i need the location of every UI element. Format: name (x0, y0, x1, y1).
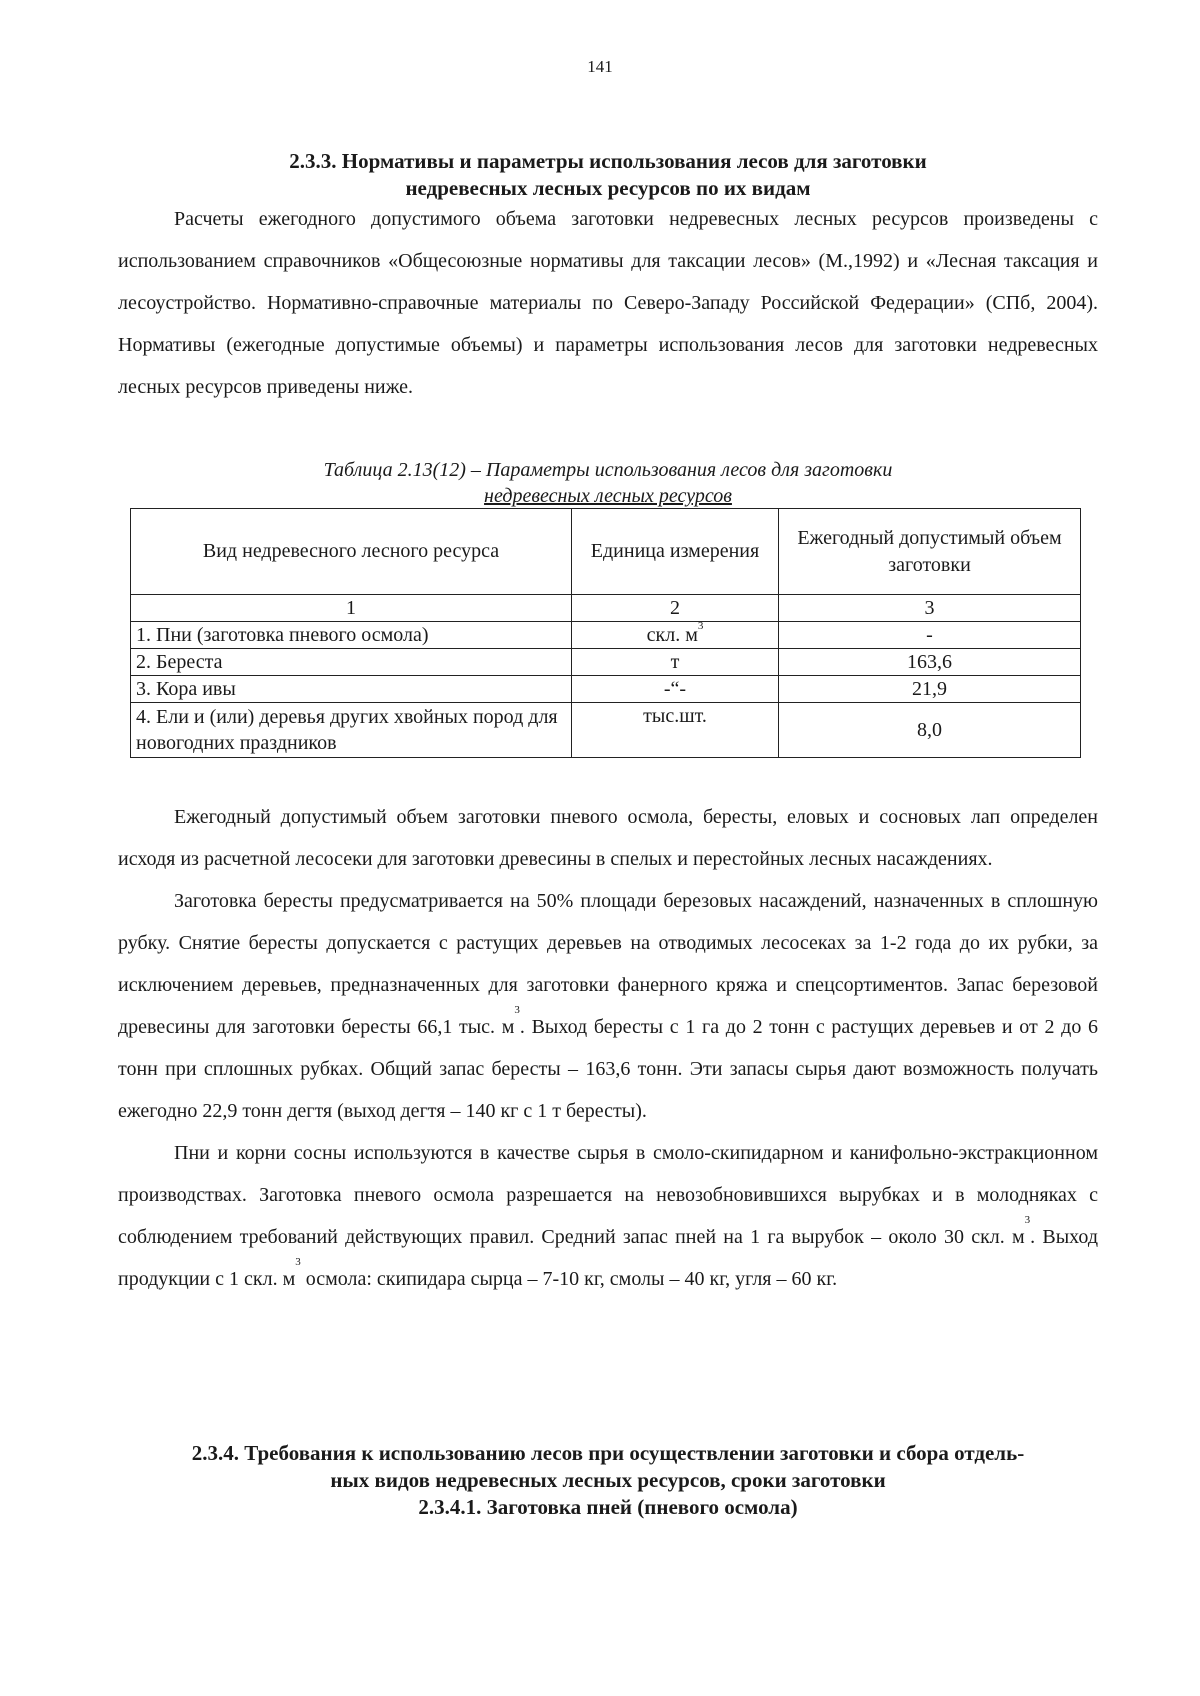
superscript: 3 (295, 1256, 301, 1268)
paragraph-text: Заготовка бересты предусматривается на 50% площади березовых насаждений, назначенных в сплошную рубку. Снятие бересты допускается с растущих деревьев на отводимых лесосеках за 1-2 года до их рубки, за исключением деревьев, предназначенных для заготовки фанерного кряжа и спецсортиментов. Запас березовой древесины для заготовки бересты 66,1 тыс. м (118, 890, 1098, 1038)
section-heading-2-3-4 (118, 1440, 1098, 1494)
resource-cell: 1. Пни (заготовка пневого осмола) (131, 622, 572, 649)
resources-table (130, 508, 1081, 758)
paragraph-text: . Выход продукции с 1 скл. м (118, 1226, 1098, 1290)
volume-cell: - (779, 622, 1081, 649)
paragraph-text: Пни и корни сосны используются в качестве сырья в смоло-скипидарном и канифольно-экстракционном производствах. Заготовка пневого осмола разрешается на невозобновившихся вырубках и в молодняках с соблюдением требований действующих правил. Средний запас пней на 1 га вырубок – около 30 скл. м (118, 1142, 1098, 1248)
table-row (131, 622, 1081, 649)
resource-cell: 4. Ели и (или) деревья других хвойных пород для новогодних праздников (131, 703, 572, 758)
superscript: 3 (514, 1004, 520, 1016)
body-paragraphs (118, 796, 1098, 1300)
table-caption (118, 457, 1098, 509)
column-number-row (131, 595, 1081, 622)
table-header-row (131, 509, 1081, 595)
paragraph-beresta (118, 880, 1098, 1132)
section-heading-line: 2.3.3. Нормативы и параметры использования лесов для заготовки (289, 149, 927, 173)
table-row (131, 703, 1081, 758)
column-header: Ежегодный допустимый объем заготовки (779, 509, 1081, 595)
intro-paragraph: Расчеты ежегодного допустимого объема заготовки недревесных лесных ресурсов произведены с использованием справочников «Общесоюзные нормативы для таксации лесов» (М.,1992) и «Лесная таксация и лесоустройство. Нормативно-справочные материалы по Северо-Западу Российской Федерации» (СПб, 2004). Нормативы (ежегодные допустимые объемы) и параметры использования лесов для заготовки недревесных лесных ресурсов приведены ниже. (118, 208, 1098, 398)
paragraph-osmol-volume: Ежегодный допустимый объем заготовки пневого осмола, бересты, еловых и сосновых лап определен исходя из расчетной лесосеки для заготовки древесины в спелых и перестойных лесных насаждениях. (118, 806, 1098, 870)
column-number: 2 (572, 595, 779, 622)
resource-cell: 2. Береста (131, 649, 572, 676)
unit-cell: т (572, 649, 779, 676)
column-header: Единица измерения (572, 509, 779, 595)
volume-cell: 163,6 (779, 649, 1081, 676)
table-caption-line: недревесных лесных ресурсов (484, 485, 732, 507)
column-header: Вид недревесного лесного ресурса (131, 509, 572, 595)
column-number: 1 (131, 595, 572, 622)
section-heading-line: 2.3.4. Требования к использованию лесов при осуществлении заготовки и сбора отдель- (191, 1441, 1025, 1465)
unit-text: скл. м (646, 624, 698, 646)
intro-paragraph-block (118, 198, 1098, 408)
section-heading-2-3-3 (118, 148, 1098, 202)
section-heading-line: недревесных лесных ресурсов по их видам (405, 176, 811, 200)
resource-cell: 3. Кора ивы (131, 676, 572, 703)
paragraph-stumps (118, 1132, 1098, 1300)
unit-cell: -“- (572, 676, 779, 703)
table-row (131, 676, 1081, 703)
paragraph-text: осмола: скипидара сырца – 7-10 кг, смолы – 40 кг, угля – 60 кг. (300, 1268, 838, 1290)
section-heading-line: ных видов недревесных лесных ресурсов, сроки заготовки (330, 1468, 886, 1492)
unit-cell: тыс.шт. (572, 703, 779, 758)
volume-cell: 21,9 (779, 676, 1081, 703)
volume-cell: 8,0 (779, 703, 1081, 758)
table-row (131, 649, 1081, 676)
subsection-heading-2-3-4-1: 2.3.4.1. Заготовка пней (пневого осмола) (418, 1495, 798, 1519)
paragraph-text: . Выход бересты с 1 га до 2 тонн с растущих деревьев и от 2 до 6 тонн при сплошных рубках. Общий запас бересты – 163,6 тонн. Эти запасы сырья дают возможность получать ежегодно 22,9 тонн дегтя (выход дегтя – 140 кг с 1 т бересты). (118, 1016, 1099, 1122)
column-number: 3 (779, 595, 1081, 622)
unit-superscript: 3 (697, 620, 704, 632)
table-caption-line: Таблица 2.13(12) – Параметры использования лесов для заготовки (323, 459, 893, 481)
superscript: 3 (1024, 1214, 1031, 1226)
page-number: 141 (587, 57, 613, 76)
unit-cell (572, 622, 779, 649)
